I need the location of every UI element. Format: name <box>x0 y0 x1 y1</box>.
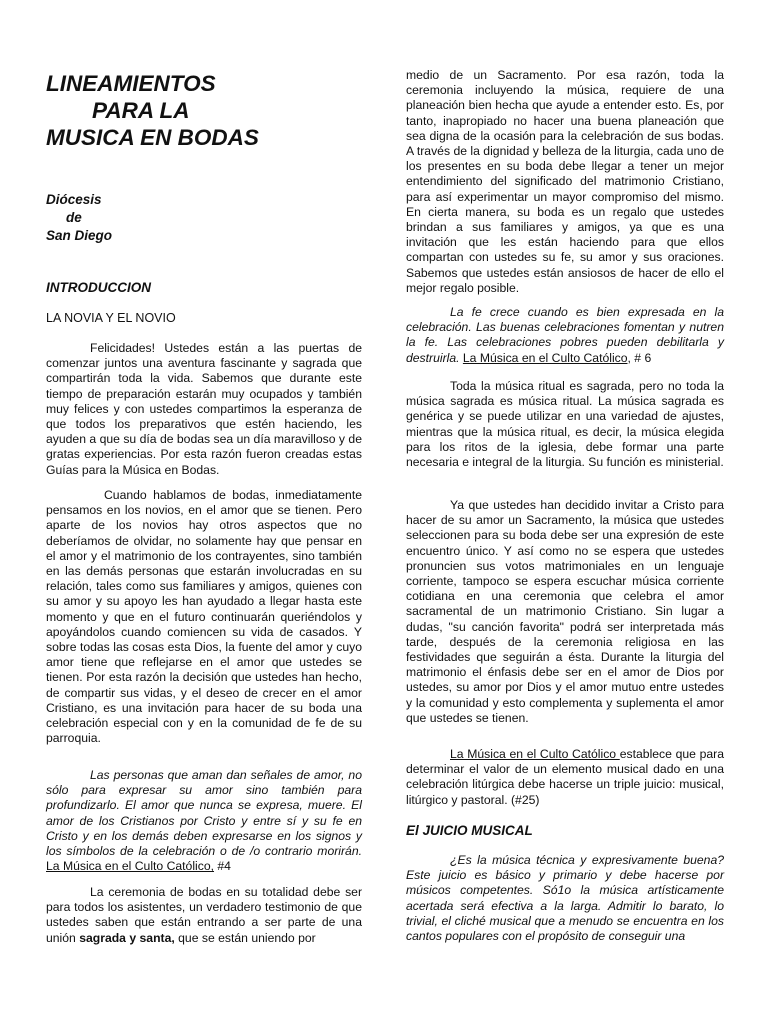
paragraph-triple-juicio-text: establece que para determinar el valor de un elemento musical dado en una celebración litúrgica debe hacerse un triple juicio: musical, litúrgico y pastoral. (#25) <box>406 747 724 807</box>
quote-2-source: La Música en el Culto Católico, <box>462 350 631 365</box>
paragraph-invitar-cristo: Ya que ustedes han decidido invitar a Cristo para hacer de su amor un Sacramento, la música que ustedes seleccionen para su boda debe ser una expresión de este encuentro único. Y así como no se espera que ustedes pronuncien sus votos matrimoniales en un lenguaje corriente, tampoco se espera escuchar música corriente cotidiana en una ceremonia que celebra el amor sacramental de un matrimonio Cristiano. Sin lugar a dudas, "su canción favorita" podrá ser interpretada más tarde, después de la ceremonia religiosa en las festividades que seguirán a ésta. Durante la liturgia del matrimonio el énfasis debe ser en el amor de Dios por ustedes, su amor por Dios y el amor mutuo entre ustedes y la comunidad y esto complementa y suplementa el amor que ustedes se tienen. <box>406 498 724 725</box>
section-heading-juicio-musical: El JUICIO MUSICAL <box>406 823 533 838</box>
quote-2-ref: # 6 <box>630 350 652 365</box>
paragraph-es-la-musica: ¿Es la música técnica y expresivamente buena? Este juicio es básico y primario y debe hacerse por músicos competentes. Só1o la música artísticamente acertada será efectiva a la larga. Admitir lo barato, lo trivial, el cliché musical que a menudo se encuentra en los cantos populares con el propósito de conseguir una <box>406 853 724 944</box>
paragraph-felicidades: Felicidades! Ustedes están a las puertas de comenzar juntos una aventura fascinante y sagrada que compartirán toda la vida. Sabemos que durante este tiempo de preparación estarán muy ocupados y también muy felices y con ustedes compartimos la esperanza de que todos los preparativos que estén haciendo, les ayuden a que su día de bodas sea un día maravilloso y de gratas experiencias. Por esta razón fueron creadas estas Guías para la Música en Bodas. <box>46 341 362 477</box>
diocese-line-3: San Diego <box>46 228 113 243</box>
paragraph-ceremonia <box>46 885 362 946</box>
quote-1-text: Las personas que aman dan señales de amor, no sólo para expresar su amor sino también para profundizarlo. El amor que nunca se expresa, muere. El amor de los Cristianos por Cristo y entre sí y su fe en Cristo y en los demás deben expresarse en los signos y los símbolos de la celebración o de /o contrario morirán. <box>46 768 362 859</box>
diocese-line-2: de <box>66 210 82 225</box>
subheading-novia-novio: LA NOVIA Y EL NOVIO <box>46 311 176 325</box>
paragraph-musica-ritual: Toda la música ritual es sagrada, pero no toda la música sagrada es música ritual. La música sagrada es genérica y se puede utilizar en una variedad de ajustes, mientras que la música ritual, es decir, la música elegida para los ritos de la iglesia, debe formar una parte necesaria e integral de la liturgia. Su función es ministerial. <box>406 379 724 470</box>
paragraph-ceremonia-start: La ceremonia de bodas en su totalidad debe ser para todos los asistentes, un verdadero testimonio de que ustedes saben que están entrando a ser parte de una unión <box>46 885 362 945</box>
quote-fe-crece <box>406 305 724 366</box>
paragraph-triple-juicio <box>406 747 724 808</box>
title-line-2: PARA LA <box>92 98 190 123</box>
paragraph-medio-sacramento: medio de un Sacramento. Por esa razón, toda la ceremonia incluyendo la música, requiere de una planeación bien hecha que ayude a entender esto. Es, por tanto, inapropiado no hacer una buena planeación que sea digna de la ocasión para la celebración de sus bodas. A través de la dignidad y belleza de la liturgia, cada uno de los presentes en su boda debe llegar a tener un mejor entendimiento del significado del matrimonio Cristiano, para así experimentar un mayor compromiso del mismo. En cierta manera, su boda es un regalo que ustedes brindan a sus familiares y amigos, ya que es una invitación que les están haciendo para que ellos compartan con ustedes su fe, su amor y sus oraciones. Sabemos que ustedes están ansiosos de hacer de ello el mejor regalo posible. <box>406 68 724 295</box>
paragraph-triple-juicio-source: La Música en el Culto Católico <box>450 747 620 761</box>
paragraph-ceremonia-end: que se están uniendo por <box>174 930 316 945</box>
quote-1-ref: #4 <box>214 859 231 874</box>
document-title <box>46 70 259 151</box>
paragraph-cuando-hablamos: Cuando hablamos de bodas, inmediatamente pensamos en los novios, en el amor que se tienen. Pero aparte de los novios hay otros aspectos que no deberíamos de olvidar, no solamente hay que pensar en el amor y el matrimonio de los contrayentes, sino también en las demás personas que estarán involucradas en su relación, tales como sus familiares y amigos, quienes con su amor y su apoyo les han ayudado a llegar hasta este momento y que en el futuro continuarán queriéndolos y apoyándolos cuando comiencen su vida de casados. Y sobre todas las cosas esta Dios, la fuente del amor y cuyo amor tiene que reflejarse en el amor que ustedes se tienen. Por esta razón la decisión que ustedes han hecho, de compartir sus vidas, y el deseo de crecer en el amor Cristiano, es una invitación para hacer de su boda una celebración especial con y en la comunidad de fe de su parroquia. <box>46 488 362 746</box>
paragraph-ceremonia-bold: sagrada y santa, <box>79 930 175 945</box>
quote-personas-que-aman <box>46 768 362 874</box>
quote-1-source: La Música en el Culto Católico, <box>46 859 215 874</box>
title-line-3: MUSICA EN BODAS <box>46 125 259 150</box>
title-line-1: LINEAMIENTOS <box>46 71 216 96</box>
diocese-line-1: Diócesis <box>46 192 102 207</box>
section-heading-introduccion: INTRODUCCION <box>46 280 151 295</box>
diocese-label <box>46 191 112 245</box>
quote-2-text: La fe crece cuando es bien expresada en la celebración. Las buenas celebraciones fomentan y nutren la fe. Las celebraciones pobres pueden debilitarla y destruirla. <box>406 305 724 365</box>
